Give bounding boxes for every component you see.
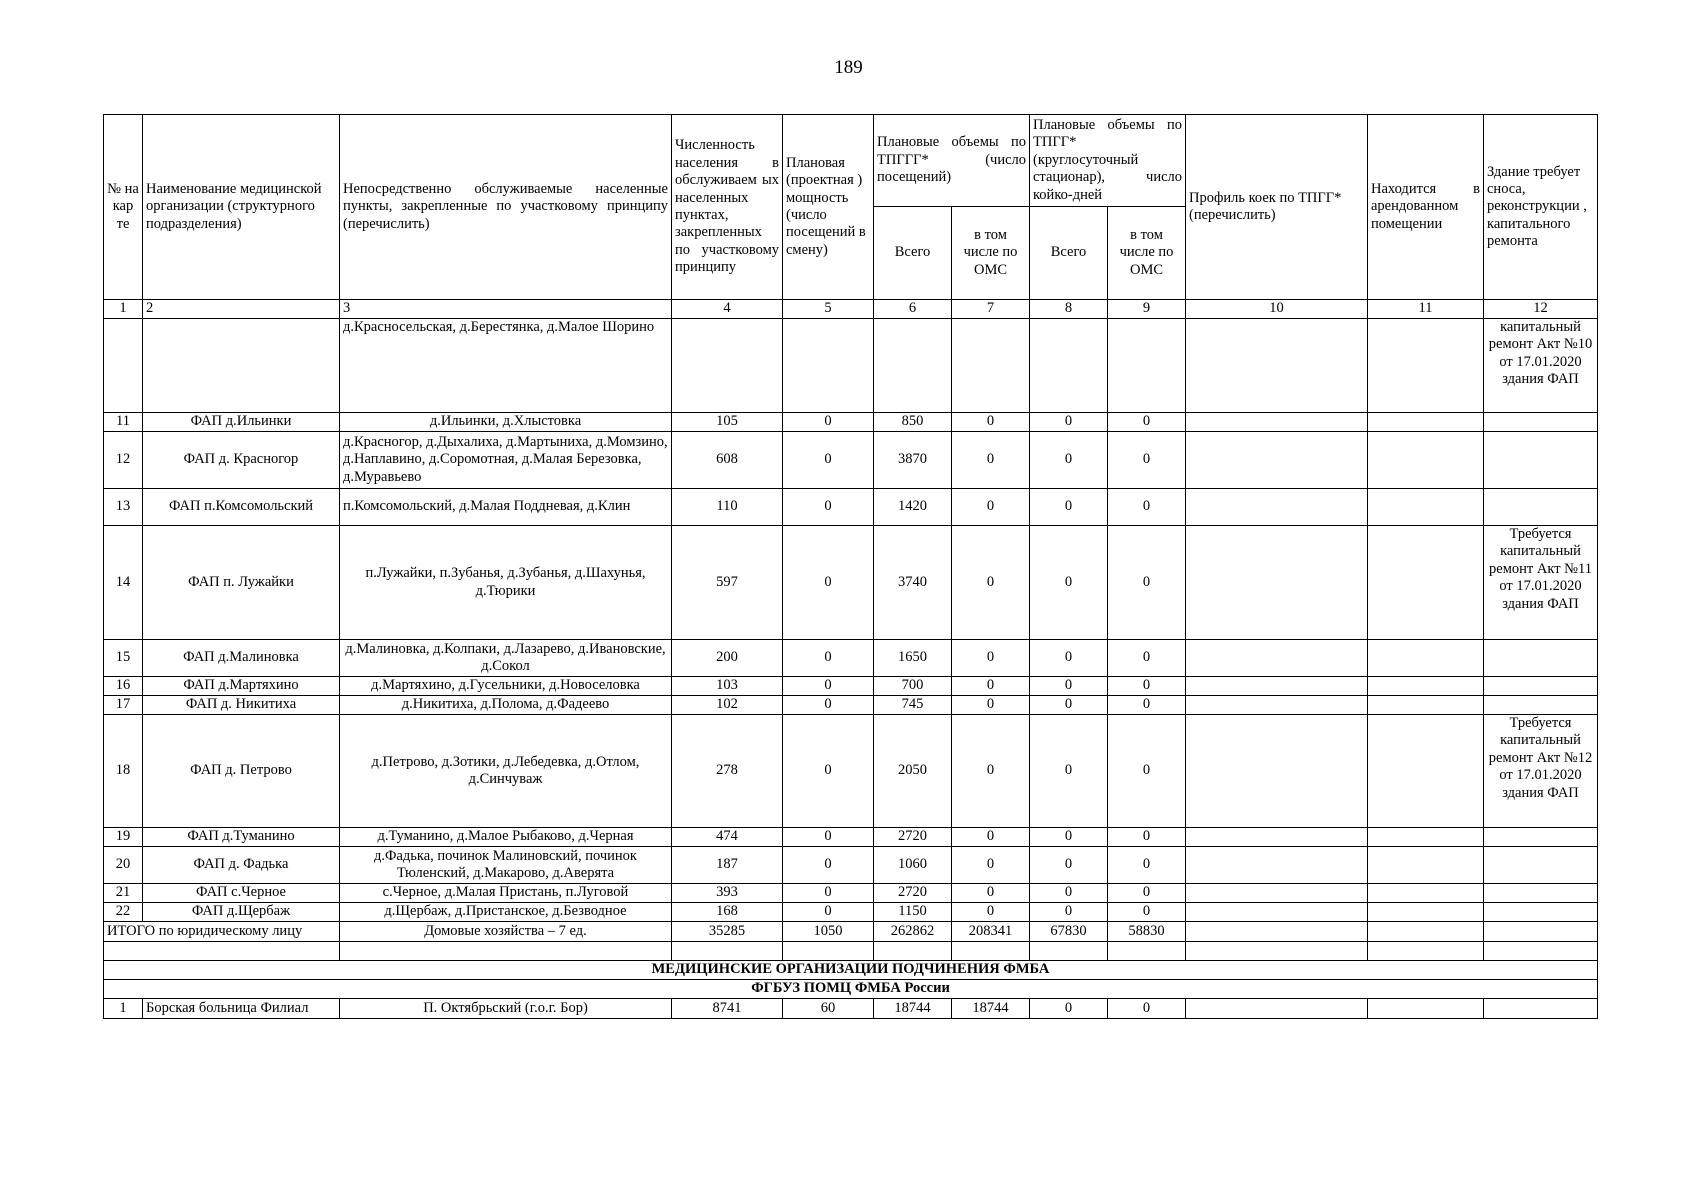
- row-c11: [1368, 489, 1484, 526]
- row-name: ФАП п.Комсомольский: [143, 489, 340, 526]
- row-pop: 187: [672, 847, 783, 884]
- row-name: ФАП д. Фадька: [143, 847, 340, 884]
- row-c12: [1484, 696, 1598, 715]
- row-places: д.Малиновка, д.Колпаки, д.Лазарево, д.Ивановские, д.Сокол: [340, 640, 672, 677]
- column-number: 11: [1368, 300, 1484, 319]
- row-c12: [1484, 413, 1598, 432]
- header-oms-9: в том числе по ОМС: [1108, 207, 1186, 300]
- row-cap: 0: [783, 903, 874, 922]
- row-c11: [1368, 677, 1484, 696]
- subsection-row: [104, 980, 1598, 999]
- row-v7: 0: [952, 526, 1030, 640]
- row-cap: 0: [783, 828, 874, 847]
- row-c10: [1186, 903, 1368, 922]
- row-v6: 1650: [874, 640, 952, 677]
- row-places: д.Ильинки, д.Хлыстовка: [340, 413, 672, 432]
- row-c11: [1368, 828, 1484, 847]
- row-cap: 0: [783, 413, 874, 432]
- row-v7: 0: [952, 884, 1030, 903]
- table-row: [104, 319, 1598, 413]
- row-v9: 0: [1108, 828, 1186, 847]
- row-c11: [1368, 696, 1484, 715]
- row-name: ФАП д.Туманино: [143, 828, 340, 847]
- row-v8: 0: [1030, 828, 1108, 847]
- row-v8: 0: [1030, 526, 1108, 640]
- row-c12: [1484, 884, 1598, 903]
- column-number: 3: [340, 300, 672, 319]
- row-pop: 110: [672, 489, 783, 526]
- row-v9: 0: [1108, 847, 1186, 884]
- row-places: д.Красногор, д.Дыхалиха, д.Мартыниха, д.Момзино, д.Наплавино, д.Соромотная, д.Малая Березовка, д.Муравьево: [340, 432, 672, 489]
- row-name: ФАП д. Никитиха: [143, 696, 340, 715]
- row-places: д.Петрово, д.Зотики, д.Лебедевка, д.Отлом, д.Синчуваж: [340, 715, 672, 828]
- row-v7: 0: [952, 489, 1030, 526]
- row-number: 20: [104, 847, 143, 884]
- row-v6: 3870: [874, 432, 952, 489]
- row-v6: 2720: [874, 884, 952, 903]
- table-row: [104, 884, 1598, 903]
- row-c10: [1186, 847, 1368, 884]
- total-cap: 1050: [783, 922, 874, 942]
- total-v7: 208341: [952, 922, 1030, 942]
- column-number: 5: [783, 300, 874, 319]
- row-c10: [1186, 640, 1368, 677]
- row-cap: 0: [783, 526, 874, 640]
- table-row: [104, 696, 1598, 715]
- column-number: 9: [1108, 300, 1186, 319]
- row-number: 18: [104, 715, 143, 828]
- header-vsego-8: Всего: [1030, 207, 1108, 300]
- row-name: ФАП д.Щербаж: [143, 903, 340, 922]
- row-v8: 0: [1030, 696, 1108, 715]
- row-v8: 0: [1030, 884, 1108, 903]
- row-pop: 393: [672, 884, 783, 903]
- page-number: 189: [834, 57, 863, 78]
- row-v7: 0: [952, 847, 1030, 884]
- row-c10: [1186, 677, 1368, 696]
- header-col-4: Численность населения в обслуживаем ых населенных пунктах, закрепленных по участковому принципу: [672, 115, 783, 300]
- row-number: 1: [104, 999, 143, 1019]
- row-c10: [1186, 319, 1368, 413]
- total-places: Домовые хозяйства – 7 ед.: [340, 922, 672, 942]
- table-row: [104, 489, 1598, 526]
- row-c11: [1368, 526, 1484, 640]
- row-cap: 0: [783, 432, 874, 489]
- header-col-10: Профиль коек по ТПГГ* (перечислить): [1186, 115, 1368, 300]
- row-c10: [1186, 526, 1368, 640]
- row-c11: [1368, 884, 1484, 903]
- row-number: 13: [104, 489, 143, 526]
- row-c12: Требуется капитальный ремонт Акт №12 от 17.01.2020 здания ФАП: [1484, 715, 1598, 828]
- row-v7: 0: [952, 715, 1030, 828]
- row-places: д.Щербаж, д.Пристанское, д.Безводное: [340, 903, 672, 922]
- row-c11: [1368, 640, 1484, 677]
- row-cap: 0: [783, 696, 874, 715]
- row-cap: 0: [783, 640, 874, 677]
- table-row: [104, 526, 1598, 640]
- row-v9: 0: [1108, 432, 1186, 489]
- row-v9: 0: [1108, 903, 1186, 922]
- row-v9: 0: [1108, 884, 1186, 903]
- row-v8: 0: [1030, 847, 1108, 884]
- row-c10: [1186, 413, 1368, 432]
- column-number-row: [104, 300, 1598, 319]
- header-col-6-7: Плановые объемы по ТПГГГ* (число посещений): [874, 115, 1030, 207]
- section-title: МЕДИЦИНСКИЕ ОРГАНИЗАЦИИ ПОДЧИНЕНИЯ ФМБА: [104, 961, 1598, 980]
- row-number: 16: [104, 677, 143, 696]
- row-v7: [952, 319, 1030, 413]
- row-c12: [1484, 677, 1598, 696]
- total-row: [104, 922, 1598, 942]
- row-name: ФАП п. Лужайки: [143, 526, 340, 640]
- row-places: п.Комсомольский, д.Малая Поддневая, д.Клин: [340, 489, 672, 526]
- row-places: П. Октябрьский (г.о.г. Бор): [340, 999, 672, 1019]
- row-pop: 474: [672, 828, 783, 847]
- total-v8: 67830: [1030, 922, 1108, 942]
- row-c12: [1484, 640, 1598, 677]
- row-v7: 0: [952, 640, 1030, 677]
- section-row: [104, 961, 1598, 980]
- row-v9: 0: [1108, 489, 1186, 526]
- row-v9: 0: [1108, 526, 1186, 640]
- row-v8: 0: [1030, 413, 1108, 432]
- row-number: 22: [104, 903, 143, 922]
- row-c11: [1368, 847, 1484, 884]
- row-c12: [1484, 828, 1598, 847]
- row-c11: [1368, 715, 1484, 828]
- total-v6: 262862: [874, 922, 952, 942]
- spacer-row: [104, 942, 1598, 961]
- row-v8: [1030, 319, 1108, 413]
- header-col-11: Находится в арендованном помещении: [1368, 115, 1484, 300]
- row-places: д.Туманино, д.Малое Рыбаково, д.Черная: [340, 828, 672, 847]
- facilities-table: [103, 114, 1598, 1019]
- row-c12: [1484, 432, 1598, 489]
- row-c10: [1186, 432, 1368, 489]
- row-v7: 0: [952, 432, 1030, 489]
- row-c11: [1368, 903, 1484, 922]
- row-v6: 700: [874, 677, 952, 696]
- row-number: 14: [104, 526, 143, 640]
- header-vsego-6: Всего: [874, 207, 952, 300]
- row-v9: [1108, 319, 1186, 413]
- row-v8: 0: [1030, 640, 1108, 677]
- table-row: [104, 413, 1598, 432]
- row-v8: 0: [1030, 999, 1108, 1019]
- row-v7: 0: [952, 413, 1030, 432]
- row-v9: 0: [1108, 999, 1186, 1019]
- header-col-12: Здание требует сноса, реконструкции , капитального ремонта: [1484, 115, 1598, 300]
- row-number: 17: [104, 696, 143, 715]
- row-cap: 0: [783, 489, 874, 526]
- row-v8: 0: [1030, 715, 1108, 828]
- column-number: 6: [874, 300, 952, 319]
- row-pop: 102: [672, 696, 783, 715]
- row-name: ФАП с.Черное: [143, 884, 340, 903]
- row-c10: [1186, 884, 1368, 903]
- row-pop: 200: [672, 640, 783, 677]
- row-pop: 278: [672, 715, 783, 828]
- row-cap: 0: [783, 715, 874, 828]
- row-name: [143, 319, 340, 413]
- row-name: Борская больница Филиал: [143, 999, 340, 1019]
- column-number: 2: [143, 300, 340, 319]
- row-c11: [1368, 432, 1484, 489]
- row-v6: 2050: [874, 715, 952, 828]
- row-v7: 0: [952, 903, 1030, 922]
- row-v9: 0: [1108, 640, 1186, 677]
- row-v6: 18744: [874, 999, 952, 1019]
- row-pop: 103: [672, 677, 783, 696]
- column-number: 10: [1186, 300, 1368, 319]
- header-col-3: Непосредственно обслуживаемые населенные пункты, закрепленные по участковому принципу (перечислить): [340, 115, 672, 300]
- row-cap: 0: [783, 677, 874, 696]
- row-v6: 745: [874, 696, 952, 715]
- table-row: [104, 999, 1598, 1019]
- row-v7: 0: [952, 828, 1030, 847]
- row-number: [104, 319, 143, 413]
- row-c12: [1484, 847, 1598, 884]
- row-pop: 8741: [672, 999, 783, 1019]
- row-v9: 0: [1108, 413, 1186, 432]
- row-number: 15: [104, 640, 143, 677]
- table-row: [104, 903, 1598, 922]
- row-places: д.Мартяхино, д.Гусельники, д.Новоселовка: [340, 677, 672, 696]
- row-v8: 0: [1030, 677, 1108, 696]
- row-v6: [874, 319, 952, 413]
- row-c12: [1484, 903, 1598, 922]
- row-v8: 0: [1030, 432, 1108, 489]
- row-number: 19: [104, 828, 143, 847]
- row-places: д.Красносельская, д.Берестянка, д.Малое Шорино: [340, 319, 672, 413]
- row-v9: 0: [1108, 696, 1186, 715]
- header-col-1: № на кар те: [104, 115, 143, 300]
- row-c12: капитальный ремонт Акт №10 от 17.01.2020 здания ФАП: [1484, 319, 1598, 413]
- row-v6: 2720: [874, 828, 952, 847]
- row-pop: 608: [672, 432, 783, 489]
- row-number: 11: [104, 413, 143, 432]
- table-row: [104, 432, 1598, 489]
- table-row: [104, 828, 1598, 847]
- total-label: ИТОГО по юридическому лицу: [104, 922, 340, 942]
- row-v6: 1060: [874, 847, 952, 884]
- total-pop: 35285: [672, 922, 783, 942]
- subsection-title: ФГБУЗ ПОМЦ ФМБА России: [104, 980, 1598, 999]
- row-places: д.Никитиха, д.Полома, д.Фадеево: [340, 696, 672, 715]
- column-number: 4: [672, 300, 783, 319]
- row-cap: [783, 319, 874, 413]
- header-col-5: Плановая (проектная ) мощность (число посещений в смену): [783, 115, 874, 300]
- header-oms-7: в том числе по ОМС: [952, 207, 1030, 300]
- row-pop: 168: [672, 903, 783, 922]
- row-v9: 0: [1108, 677, 1186, 696]
- row-c12: [1484, 489, 1598, 526]
- row-v6: 850: [874, 413, 952, 432]
- row-c12: Требуется капитальный ремонт Акт №11 от 17.01.2020 здания ФАП: [1484, 526, 1598, 640]
- row-c10: [1186, 489, 1368, 526]
- row-v8: 0: [1030, 489, 1108, 526]
- row-pop: 597: [672, 526, 783, 640]
- row-v6: 1420: [874, 489, 952, 526]
- header-col-2: Наименование медицинской организации (структурного подразделения): [143, 115, 340, 300]
- row-pop: 105: [672, 413, 783, 432]
- column-number: 7: [952, 300, 1030, 319]
- row-c10: [1186, 715, 1368, 828]
- row-v7: 0: [952, 696, 1030, 715]
- row-name: ФАП д.Малиновка: [143, 640, 340, 677]
- row-number: 21: [104, 884, 143, 903]
- row-v9: 0: [1108, 715, 1186, 828]
- row-v6: 1150: [874, 903, 952, 922]
- row-name: ФАП д.Мартяхино: [143, 677, 340, 696]
- row-cap: 0: [783, 884, 874, 903]
- row-c11: [1368, 413, 1484, 432]
- row-number: 12: [104, 432, 143, 489]
- row-v7: 18744: [952, 999, 1030, 1019]
- row-c10: [1186, 828, 1368, 847]
- row-places: п.Лужайки, п.Зубанья, д.Зубанья, д.Шахунья, д.Тюрики: [340, 526, 672, 640]
- row-cap: 0: [783, 847, 874, 884]
- column-number: 1: [104, 300, 143, 319]
- total-v9: 58830: [1108, 922, 1186, 942]
- column-number: 8: [1030, 300, 1108, 319]
- column-number: 12: [1484, 300, 1598, 319]
- row-c11: [1368, 319, 1484, 413]
- row-places: с.Черное, д.Малая Пристань, п.Луговой: [340, 884, 672, 903]
- row-name: ФАП д. Петрово: [143, 715, 340, 828]
- row-places: д.Фадька, починок Малиновский, починок Тюленский, д.Макарово, д.Аверята: [340, 847, 672, 884]
- row-c10: [1186, 696, 1368, 715]
- table-row: [104, 715, 1598, 828]
- row-v8: 0: [1030, 903, 1108, 922]
- row-pop: [672, 319, 783, 413]
- table-row: [104, 847, 1598, 884]
- row-v7: 0: [952, 677, 1030, 696]
- header-col-8-9: Плановые объемы по ТПГГ* (круглосуточный стационар), число койко-дней: [1030, 115, 1186, 207]
- table-row: [104, 677, 1598, 696]
- row-cap: 60: [783, 999, 874, 1019]
- row-name: ФАП д.Ильинки: [143, 413, 340, 432]
- row-v6: 3740: [874, 526, 952, 640]
- table-row: [104, 640, 1598, 677]
- row-name: ФАП д. Красногор: [143, 432, 340, 489]
